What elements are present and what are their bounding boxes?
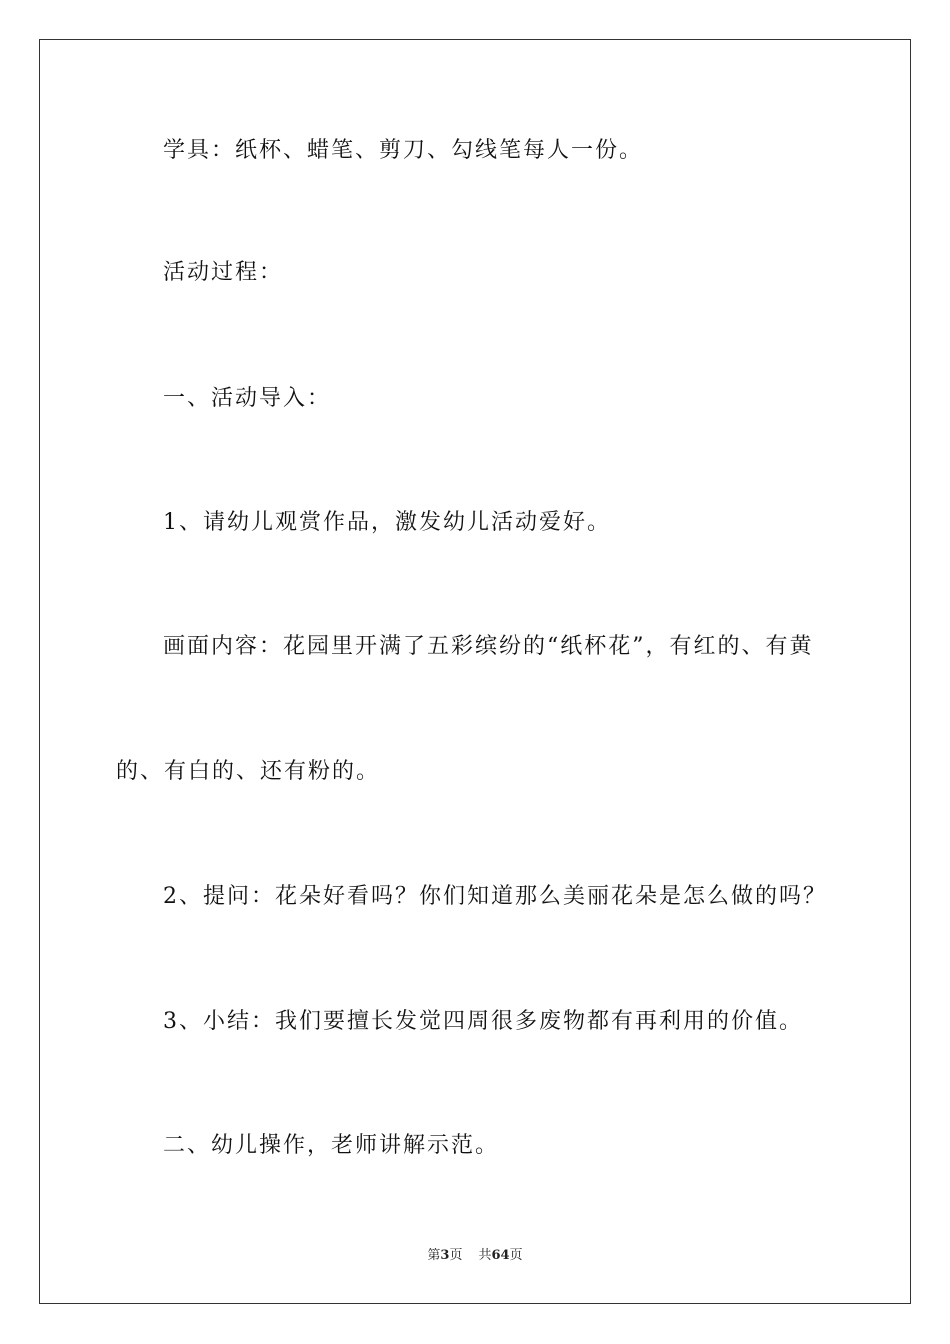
paragraph-materials: 学具：纸杯、蜡笔、剪刀、勾线笔每人一份。 (163, 138, 644, 163)
footer-page-number: 3 (440, 1248, 450, 1263)
footer-total-prefix: 共 (478, 1248, 492, 1263)
paragraph-section-one-heading: 一、活动导入： (163, 386, 332, 411)
footer-total-suffix: 页 (509, 1248, 523, 1263)
paragraph-picture-content-continued: 的、有白的、还有粉的。 (116, 759, 381, 784)
footer-total-pages: 64 (491, 1248, 510, 1263)
page-border (39, 39, 911, 1304)
paragraph-step-1: 1、请幼儿观赏作品，激发幼儿活动爱好。 (163, 510, 611, 535)
page-footer (0, 1247, 950, 1265)
paragraph-step-3: 3、小结：我们要擅长发觉四周很多废物都有再利用的价值。 (163, 1009, 803, 1034)
paragraph-picture-content: 画面内容：花园里开满了五彩缤纷的“纸杯花”，有红的、有黄 (163, 634, 814, 659)
paragraph-section-two-heading: 二、幼儿操作，老师讲解示范。 (163, 1133, 500, 1158)
footer-page-suffix: 页 (449, 1248, 463, 1263)
paragraph-step-2: 2、提问：花朵好看吗？你们知道那么美丽花朵是怎么做的吗？ (163, 884, 827, 909)
footer-page-prefix: 第 (427, 1248, 441, 1263)
paragraph-process-heading: 活动过程： (163, 260, 284, 285)
